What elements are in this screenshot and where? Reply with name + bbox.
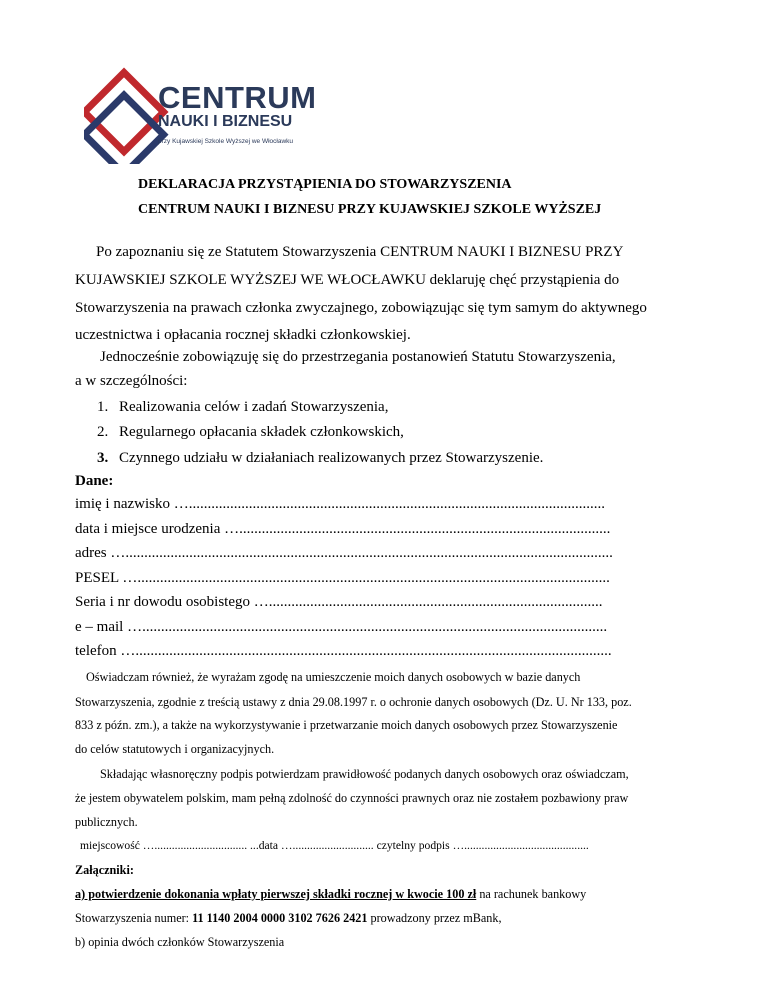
attachment-a: a) potwierdzenie dokonania wpłaty pierwszej składki rocznej w kwocie 100 zł na rachunek bankowy [75, 887, 587, 901]
field-address[interactable]: adres ….................................................................................................................................. [75, 545, 613, 561]
intro-line-3: Stowarzyszenia na prawach członka zwyczajnego, zobowiązując się tym samym do aktywnego [75, 300, 647, 316]
list-item: 3. Czynnego udziału w działaniach realizowanych przez Stowarzyszenie. [97, 450, 544, 466]
intro-line-2: KUJAWSKIEJ SZKOLE WYŻSZEJ WE WŁOCŁAWKU deklaruję chęć przystąpienia do [75, 272, 620, 288]
consent-line-4: do celów statutowych i organizacyjnych. [75, 742, 275, 756]
data-heading: Dane: [75, 473, 114, 489]
field-phone[interactable]: telefon …............................................................................................................................... [75, 643, 612, 659]
field-pesel[interactable]: PESEL ….............................................................................................................................. [75, 570, 610, 586]
list-item: 1. Realizowania celów i zadań Stowarzyszenia, [97, 399, 389, 415]
field-email[interactable]: e – mail …............................................................................................................................ [75, 619, 608, 635]
field-birth-date-place[interactable]: data i miejsce urodzenia …................................................................................................... [75, 521, 611, 537]
document-title-line-2: CENTRUM NAUKI I BIZNESU PRZY KUJAWSKIEJ SZKOLE WYŻSZEJ [138, 202, 602, 217]
signature-line[interactable]: miejscowość …................................ ...data …............................ czytelny podpis …........................................... [80, 839, 589, 852]
logo-subtitle: NAUKI I BIZNESU [158, 113, 293, 130]
consent-line-6: że jestem obywatelem polskim, mam pełną zdolność do czynności prawnych oraz nie zostałem pozbawiony praw [75, 791, 629, 805]
list-item: 2. Regularnego opłacania składek członkowskich, [97, 424, 404, 440]
logo-title: CENTRUM [158, 80, 317, 115]
attachment-a-account: Stowarzyszenia numer: 11 1140 2004 0000 3102 7626 2421 prowadzony przez mBank, [75, 911, 502, 925]
intro-line-5: Jednocześnie zobowiązuję się do przestrzegania postanowień Statutu Stowarzyszenia, [100, 349, 616, 365]
attachments-heading: Załączniki: [75, 863, 134, 877]
intro-line-4: uczestnictwa i opłacania rocznej składki członkowskiej. [75, 327, 411, 343]
logo-tagline: przy Kujawskiej Szkole Wyższej we Włocławku [158, 138, 294, 145]
field-id-number[interactable]: Seria i nr dowodu osobistego …......................................................................................... [75, 594, 603, 610]
consent-line-2: Stowarzyszenia, zgodnie z treścią ustawy z dnia 29.08.1997 r. o ochronie danych osobowych (Dz. U. Nr 133, poz. [75, 695, 632, 709]
consent-line-1: Oświadczam również, że wyrażam zgodę na umieszczenie moich danych osobowych w bazie danych [86, 670, 581, 684]
consent-line-5: Składając własnoręczny podpis potwierdzam prawidłowość podanych danych osobowych oraz oświadczam, [100, 767, 629, 781]
document-title-line-1: DEKLARACJA PRZYSTĄPIENIA DO STOWARZYSZENIA [138, 177, 512, 192]
intro-line-1: Po zapoznaniu się ze Statutem Stowarzyszenia CENTRUM NAUKI I BIZNESU PRZY [96, 244, 624, 260]
field-full-name[interactable]: imię i nazwisko …............................................................................................................... [75, 496, 605, 512]
consent-line-3: 833 z późn. zm.), a także na wykorzystywanie i przetwarzanie moich danych osobowych przez Stowarzyszenie [75, 718, 618, 732]
intro-line-6: a w szczególności: [75, 373, 188, 389]
consent-line-7: publicznych. [75, 815, 138, 829]
attachment-b: b) opinia dwóch członków Stowarzyszenia [75, 935, 285, 949]
